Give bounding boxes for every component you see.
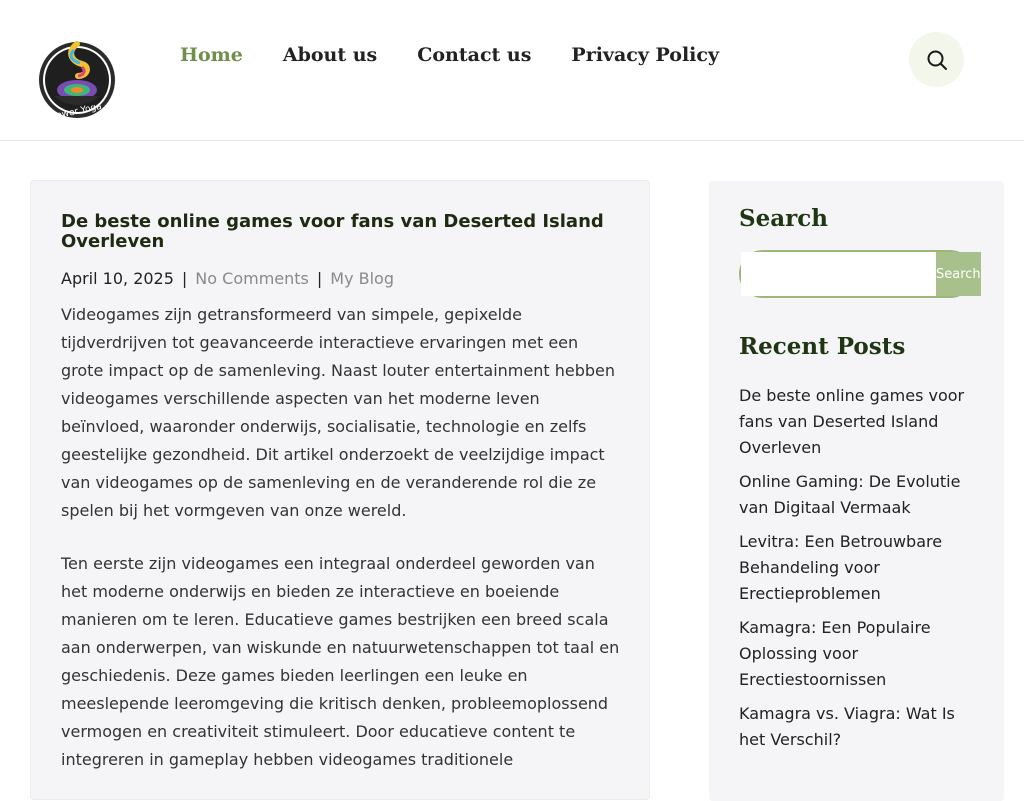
site-header (0, 0, 1024, 141)
nav-contact-us[interactable]: Contact us (417, 44, 532, 66)
logo-text-layer (36, 34, 118, 126)
search-widget-title: Search (739, 205, 828, 232)
search-form (739, 250, 981, 298)
recent-post-link[interactable]: Levitra: Een Betrouwbare Behandeling voor Erectieproblemen (739, 532, 943, 603)
recent-posts-title: Recent Posts (739, 333, 906, 360)
post-date: April 10, 2025 (61, 269, 174, 288)
site-logo[interactable] (36, 34, 118, 126)
post-category-link[interactable]: My Blog (330, 269, 394, 288)
post-body (61, 301, 621, 799)
recent-post-link[interactable]: Online Gaming: De Evolutie van Digitaal Vermaak (739, 472, 961, 517)
recent-post-link[interactable]: Kamagra vs. Viagra: Wat Is het Verschil? (739, 704, 955, 749)
meta-separator: | (316, 269, 323, 288)
logo-text: Power Yoga (50, 101, 103, 123)
post-card (30, 180, 650, 800)
nav-privacy-policy[interactable]: Privacy Policy (571, 44, 720, 66)
nav-about-us[interactable]: About us (282, 44, 378, 66)
post-paragraph: Videogames zijn getransformeerd van simpele, gepixelde tijdverdrijven tot geavanceerde interactieve ervaringen met een grote impact op de samenleving. Naast louter entertainment hebben videogames verschillende aspecten van het moderne leven beïnvloed, waaronder onderwijs, socialisatie, technologie en zelfs geestelijke gezondheid. Dit artikel onderzoekt de veelzijdige impact van videogames op de samenleving en de veranderende rol die ze spelen bij het vormgeven van onze wereld. (61, 305, 616, 520)
post-paragraph: Ten eerste zijn videogames een integraal onderdeel geworden van het moderne onderwijs en bieden ze interactieve en boeiende manieren om te leren. Educatieve games bestrijken een breed scala aan onderwerpen, van wiskunde en natuurwetenschappen tot taal en geschiedenis. Deze games bieden leerlingen een leuke en meeslepende leeromgeving die kritisch denken, probleemoplossend vermogen en creativiteit stimuleert. Door educatieve content te integreren in gameplay hebben videogames traditionele (61, 554, 620, 769)
meta-separator: | (181, 269, 188, 288)
post-title[interactable]: De beste online games voor fans van Deserted Island Overleven (61, 211, 604, 252)
search-input[interactable] (741, 252, 936, 296)
main-nav (180, 44, 759, 66)
header-search-button[interactable] (909, 32, 964, 87)
recent-posts-list (739, 383, 979, 761)
search-submit-button[interactable]: Search (936, 252, 981, 296)
post-comments-link[interactable]: No Comments (195, 269, 309, 288)
search-icon (926, 49, 948, 71)
recent-post-link[interactable]: Kamagra: Een Populaire Oplossing voor Erectiestoornissen (739, 618, 931, 689)
post-meta (61, 269, 394, 288)
nav-home[interactable]: Home (180, 44, 243, 66)
recent-post-link[interactable]: De beste online games voor fans van Deserted Island Overleven (739, 386, 965, 457)
sidebar (709, 181, 1004, 801)
